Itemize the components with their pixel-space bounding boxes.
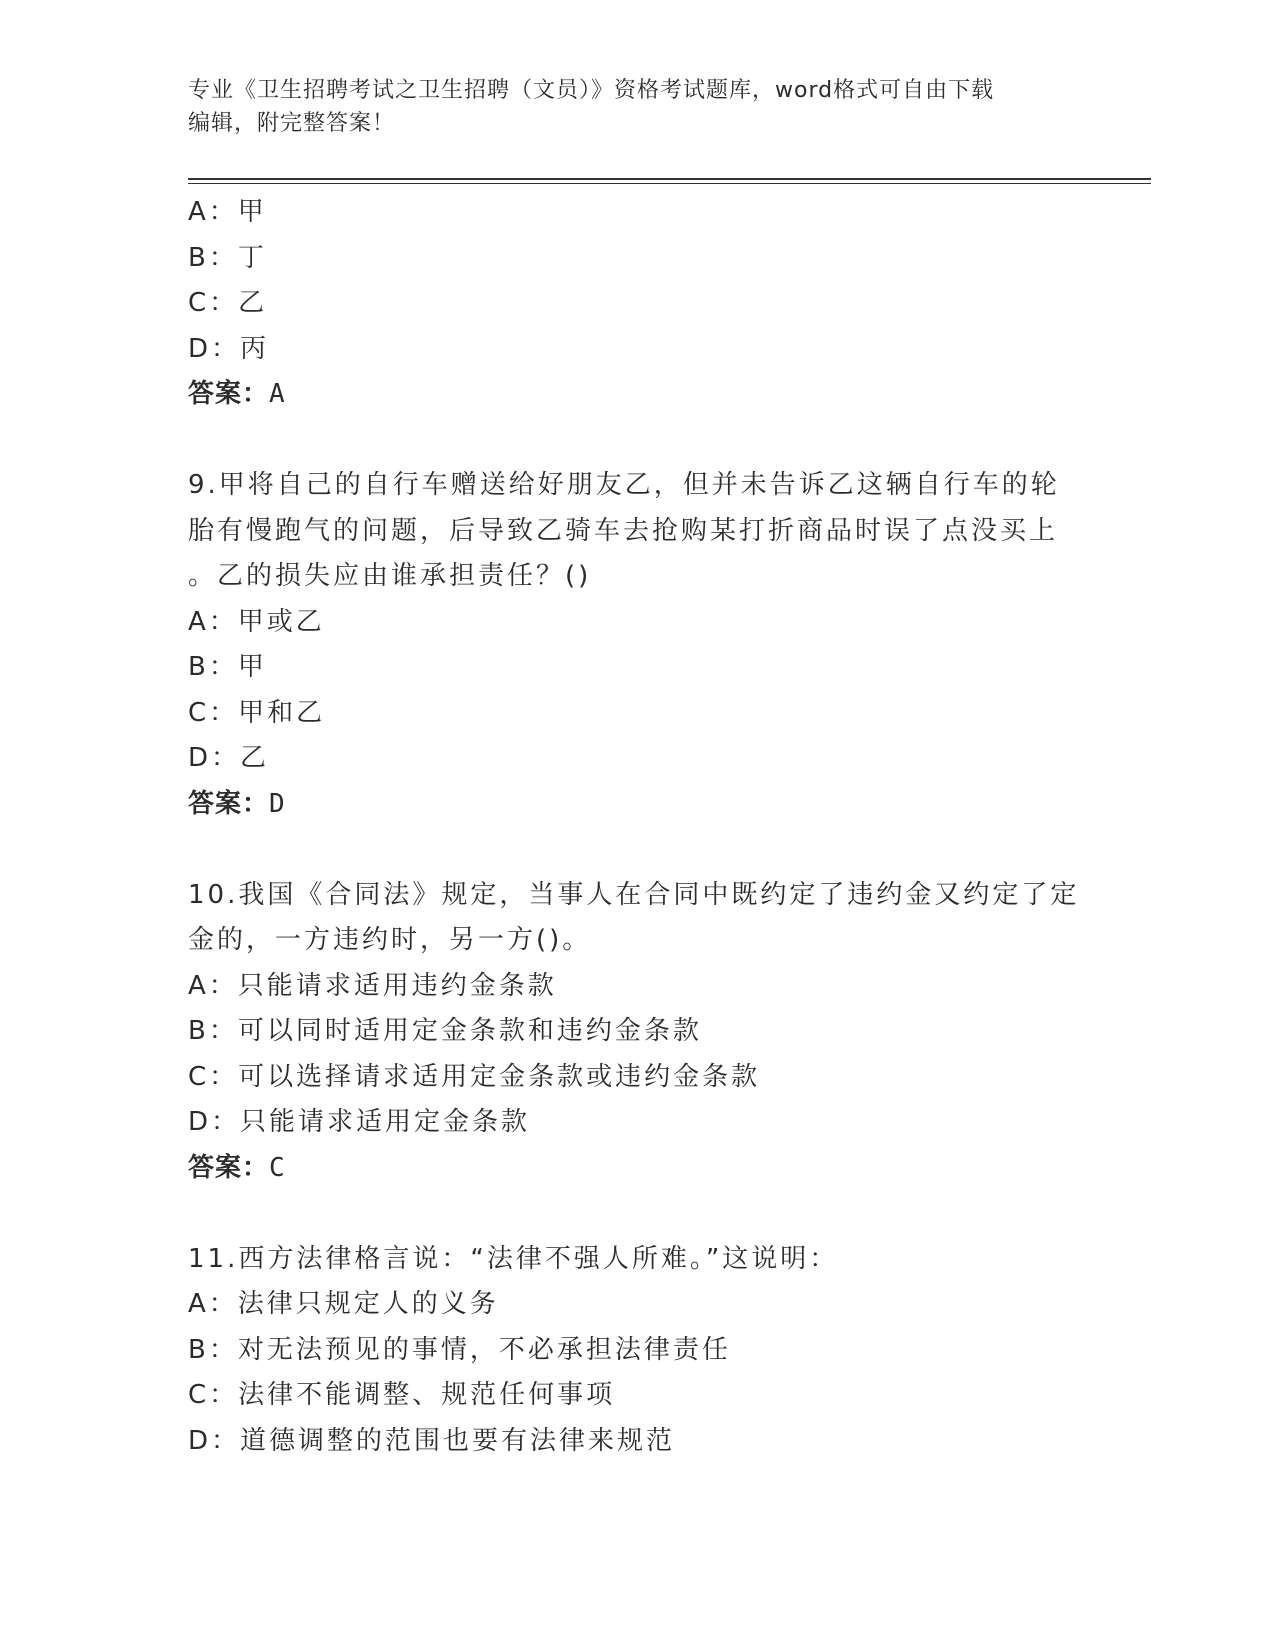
question-9 bbox=[188, 463, 1088, 827]
question-10 bbox=[188, 873, 1088, 1192]
question-11 bbox=[188, 1237, 1088, 1465]
answer-value: D bbox=[269, 788, 288, 819]
option-d: D：乙 bbox=[188, 743, 270, 773]
option-b: B：甲 bbox=[188, 652, 267, 682]
question-text: 金的，一方违约时，另一方()。 bbox=[188, 925, 592, 955]
question-text: 。乙的损失应由谁承担责任？() bbox=[188, 561, 592, 591]
header-line-2: 编辑，附完整答案！ bbox=[188, 111, 396, 136]
answer-line bbox=[188, 1146, 1088, 1192]
header-line-1: 专业《卫生招聘考试之卫生招聘（文员）》资格考试题库，word格式可自由下载 bbox=[188, 78, 995, 103]
document-header bbox=[188, 74, 1068, 140]
question-text: 10.我国《合同法》规定，当事人在合同中既约定了违约金又约定了定 bbox=[188, 879, 1080, 910]
answer-label: 答案： bbox=[188, 1152, 270, 1183]
option-a: A：法律只规定人的义务 bbox=[188, 1289, 499, 1319]
option-a: A：只能请求适用违约金条款 bbox=[188, 970, 557, 1001]
answer-label: 答案： bbox=[188, 379, 270, 409]
option-c: C：乙 bbox=[188, 288, 268, 318]
question-text: 11.西方法律格言说：“法律不强人所难。”这说明： bbox=[188, 1243, 839, 1274]
answer-value: C bbox=[269, 1152, 288, 1183]
option-c: C：甲和乙 bbox=[188, 697, 326, 728]
option-c: C：法律不能调整、规范任何事项 bbox=[188, 1380, 616, 1410]
answer-line bbox=[188, 782, 1088, 828]
question-list bbox=[188, 190, 1088, 1464]
question-text: 胎有慢跑气的问题，后导致乙骑车去抢购某打折商品时误了点没买上 bbox=[188, 515, 1059, 546]
option-d: D：道德调整的范围也要有法律来规范 bbox=[188, 1425, 676, 1456]
question-8 bbox=[188, 190, 1088, 418]
question-text: 9.甲将自己的自行车赠送给好朋友乙，但并未告诉乙这辆自行车的轮 bbox=[188, 470, 1060, 500]
option-b: B：丁 bbox=[188, 242, 267, 273]
option-b: B：对无法预见的事情，不必承担法律责任 bbox=[188, 1334, 731, 1365]
answer-label: 答案： bbox=[188, 788, 270, 819]
option-d: D：丙 bbox=[188, 333, 270, 364]
answer-line bbox=[188, 372, 1088, 418]
option-c: C：可以选择请求适用定金条款或违约金条款 bbox=[188, 1061, 761, 1092]
option-d: D：只能请求适用定金条款 bbox=[188, 1107, 531, 1137]
header-divider-thin bbox=[188, 183, 1151, 184]
option-b: B：可以同时适用定金条款和违约金条款 bbox=[188, 1016, 702, 1046]
option-a: A：甲或乙 bbox=[188, 606, 325, 637]
answer-value: A bbox=[269, 379, 288, 409]
header-divider-thick bbox=[188, 178, 1151, 180]
option-a: A：甲 bbox=[188, 197, 267, 227]
